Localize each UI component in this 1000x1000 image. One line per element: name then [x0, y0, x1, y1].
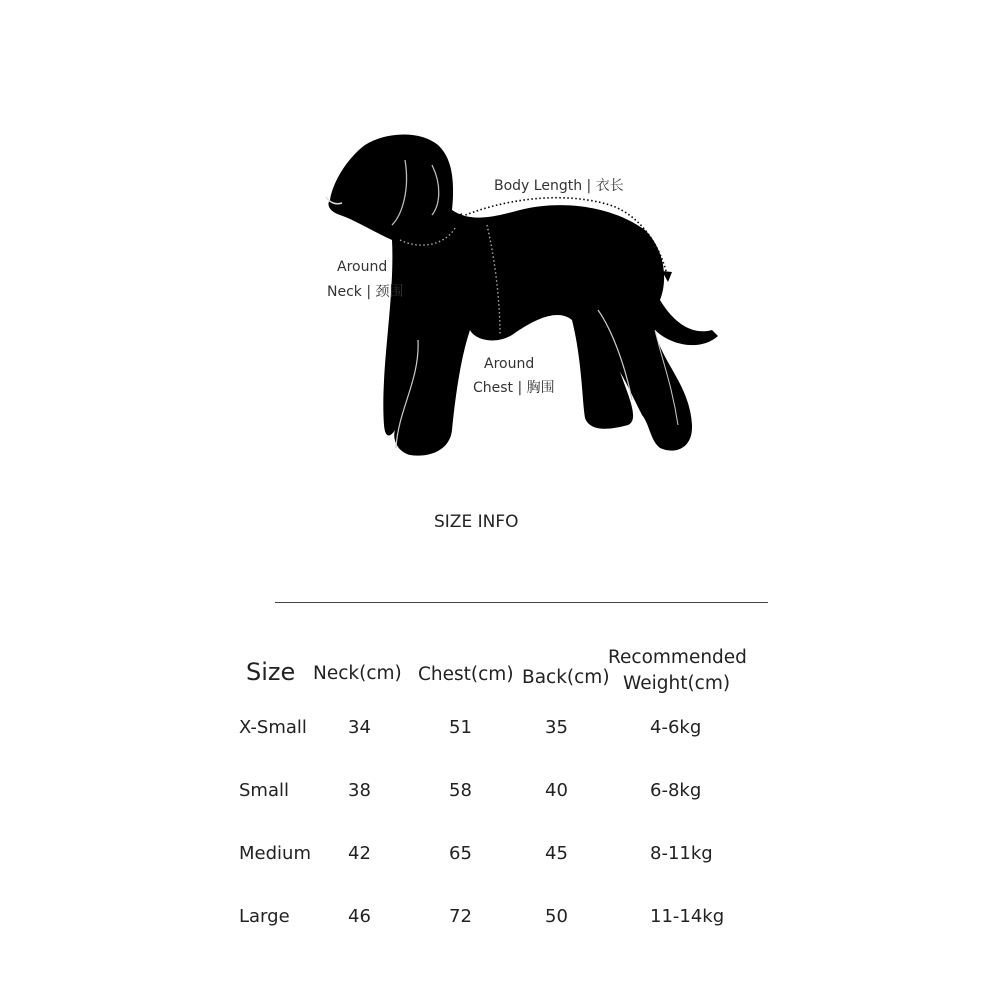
cell-neck: 34 [348, 717, 371, 738]
page-title: SIZE INFO [434, 512, 519, 532]
chest-label-line1: Around [484, 356, 535, 372]
cell-chest: 51 [449, 717, 472, 738]
cell-weight: 11-14kg [650, 906, 725, 927]
header-neck: Neck(cm) [313, 663, 402, 684]
body-length-label: Body Length | 衣长 [494, 178, 624, 194]
cell-size: Medium [239, 843, 311, 864]
chest-label-line2: Chest | 胸围 [473, 380, 555, 396]
header-weight-line2: Weight(cm) [623, 673, 731, 694]
header-size: Size [246, 658, 296, 686]
cell-chest: 65 [449, 843, 472, 864]
cell-chest: 58 [449, 780, 472, 801]
cell-chest: 72 [449, 906, 472, 927]
cell-size: Large [239, 906, 290, 927]
cell-back: 45 [545, 843, 568, 864]
cell-neck: 46 [348, 906, 371, 927]
cell-back: 40 [545, 780, 568, 801]
cell-weight: 6-8kg [650, 780, 702, 801]
neck-label-line1: Around [337, 259, 388, 275]
divider [275, 602, 768, 603]
cell-neck: 38 [348, 780, 371, 801]
cell-size: X-Small [239, 717, 307, 738]
cell-weight: 8-11kg [650, 843, 713, 864]
cell-neck: 42 [348, 843, 371, 864]
cell-size: Small [239, 780, 289, 801]
header-chest: Chest(cm) [418, 664, 514, 685]
cell-back: 50 [545, 906, 568, 927]
header-back: Back(cm) [522, 667, 610, 688]
header-weight-line1: Recommended [608, 647, 747, 668]
cell-weight: 4-6kg [650, 717, 702, 738]
cell-back: 35 [545, 717, 568, 738]
neck-label-line2: Neck | 颈围 [327, 284, 404, 300]
